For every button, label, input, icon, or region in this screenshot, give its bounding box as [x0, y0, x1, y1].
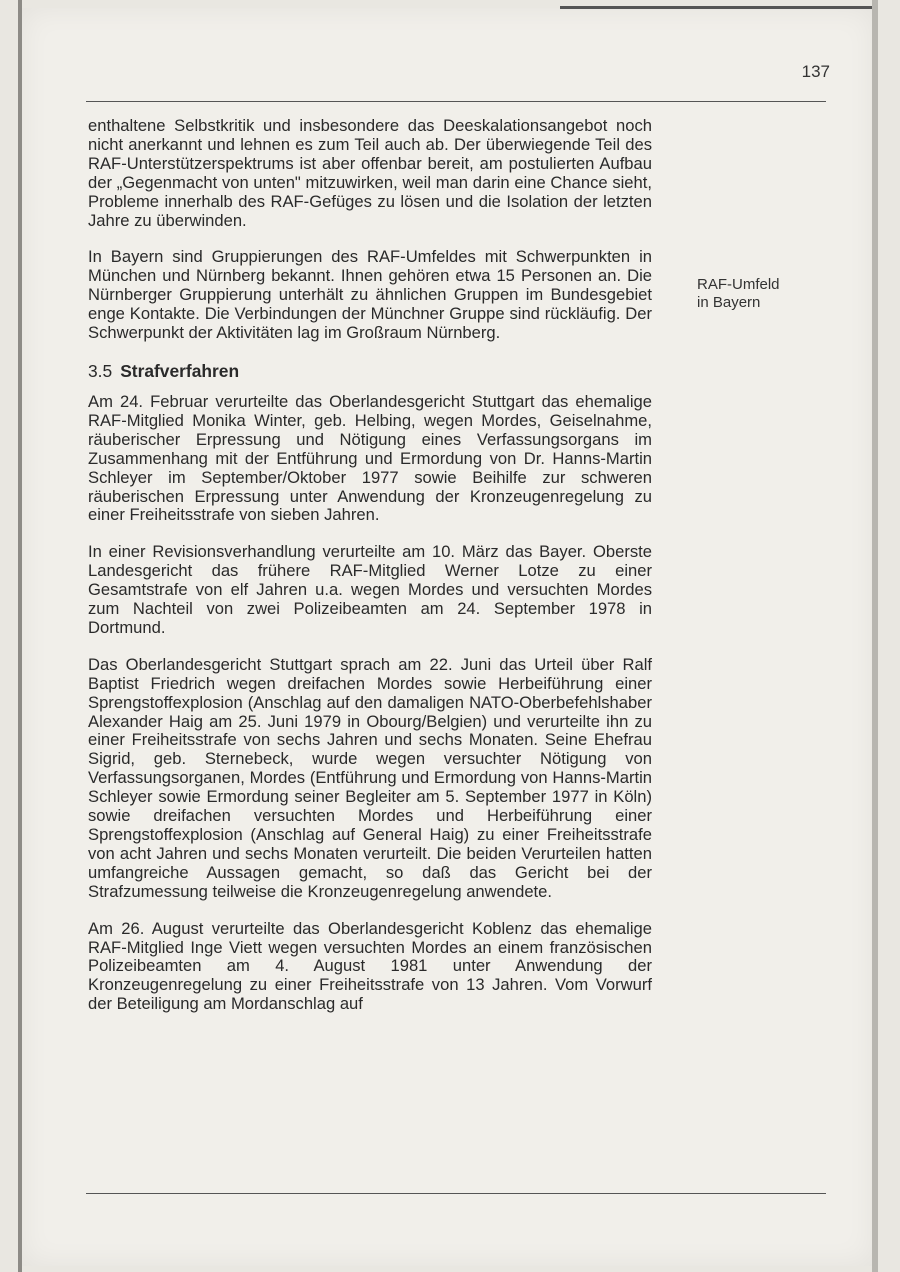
margin-note-line-1: RAF-Umfeld [697, 276, 780, 293]
paragraph-lotze: In einer Revisionsverhandlung verurteilte am 10. März das Bayer. Oberste Landesgericht das frühere RAF-Mitglied Werner Lotze zu einer Gesamtstrafe von elf Jahren u.a. wegen Mordes und versuchten Mordes zum Nachteil von zwei Polizeibeamten am 24. September 1978 in Dortmund. [88, 542, 652, 637]
main-text-column [88, 117, 652, 1032]
paragraph-bayern: In Bayern sind Gruppierungen des RAF-Umfeldes mit Schwerpunkten in München und Nürnberg bekannt. Ihnen gehören etwa 15 Personen an. Die Nürnberger Gruppierung unterhält zu ähnlichen Gruppen im Bundesgebiet enge Kontakte. Die Verbindungen der Münchner Gruppe sind rückläufig. Der Schwerpunkt der Aktivitäten lag im Großraum Nürnberg. [88, 247, 652, 343]
paragraph-friedrich: Das Oberlandesgericht Stuttgart sprach am 22. Juni das Urteil über Ralf Baptist Friedrich wegen dreifachen Mordes sowie Herbeiführung einer Sprengstoffexplosion (Anschlag auf den damaligen NATO-Oberbefehlshaber Alexander Haig am 25. Juni 1979 in Obourg/Belgien) und verurteilte ihn zu einer Freiheitsstrafe von sechs Jahren und sechs Monaten. Seine Ehefrau Sigrid, geb. Sternebeck, wurde wegen versuchter Nötigung von Verfassungsorganen, Mordes (Entführung und Ermordung von Hanns-Martin Schleyer sowie Ermordung seiner Begleiter am 5. September 1977 in Köln) sowie dreifachen versuchten Mordes und Herbeiführung einer Sprengstoffexplosion (Anschlag auf General Haig) zu einer Freiheitsstrafe von acht Jahren und sechs Monaten verurteilt. Die beiden Verurteilen hatten umfangreiche Aussagen gemacht, so daß das Gericht bei der Strafzumessung teilweise die Kronzeugenregelung anwendete. [88, 654, 652, 901]
section-heading [88, 361, 652, 381]
footer-rule [86, 1193, 826, 1194]
paragraph-viett: Am 26. August verurteilte das Oberlandesgericht Koblenz das ehemalige RAF-Mitglied Inge Viett wegen versuchten Mordes an einem französischen Polizeibeamten am 4. August 1981 unter Anwendung der Kronzeugenregelung zu einer Freiheitsstrafe von 13 Jahren. Vom Vorwurf der Beteiligung am Mordanschlag auf [88, 918, 652, 1014]
header-rule [86, 101, 826, 102]
page-number: 137 [801, 62, 830, 81]
section-number: 3.5 [88, 360, 113, 381]
paragraph-intro: enthaltene Selbstkritik und insbesondere das Deeskalationsangebot noch nicht anerkannt und lehnen es zum Teil auch ab. Der überwiegende Teil des RAF-Unterstützerspektrums ist aber offenbar bereit, am postulierten Aufbau der „Gegenmacht von unten" mitzuwirken, weil man darin eine Chance sieht, Probleme innerhalb des RAF-Gefüges zu lösen und die Isolation der letzten Jahre zu überwinden. [88, 116, 652, 230]
section-title: Strafverfahren [120, 360, 240, 381]
paragraph-winter: Am 24. Februar verurteilte das Oberlandesgericht Stuttgart das ehemalige RAF-Mitglied Monika Winter, geb. Helbing, wegen Mordes, Geiselnahme, räuberischer Erpressung und Nötigung eines Verfassungsorgans im Zusammenhang mit der Entführung und Ermordung von Dr. Hanns-Martin Schleyer im September/Oktober 1977 sowie Beihilfe zur schweren räuberischen Erpressung unter Anwendung der Kronzeugenregelung zu einer Freiheitsstrafe von sieben Jahren. [88, 391, 652, 525]
top-edge-bar [560, 6, 872, 9]
page-spine-right [872, 0, 878, 1272]
margin-note-line-2: in Bayern [697, 294, 761, 311]
margin-note [697, 276, 817, 312]
